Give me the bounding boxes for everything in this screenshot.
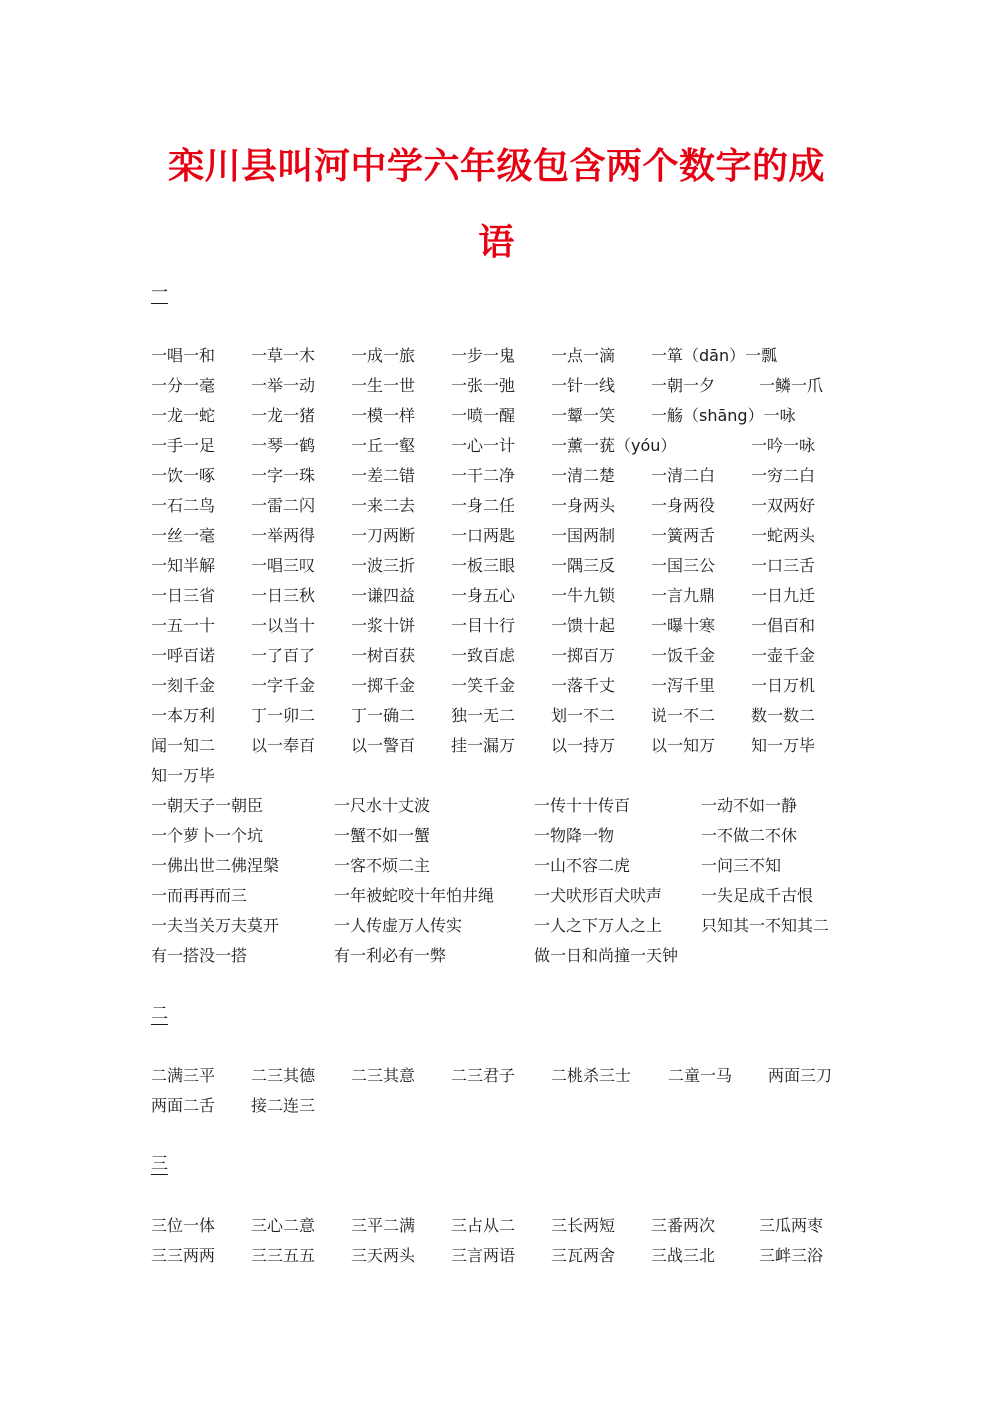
idiom-item: 一浆十饼 [351, 616, 416, 635]
idiom-item: 一年被蛇咬十年怕井绳 [334, 886, 495, 905]
idiom-item: 一树百获 [351, 646, 416, 665]
idiom-item: 一个萝卜一个坑 [151, 826, 264, 845]
idiom-item: 一身五心 [451, 586, 516, 605]
idiom-item: 一蟹不如一蟹 [334, 826, 431, 845]
idiom-item: 一隅三反 [551, 556, 616, 575]
idiom-item: 一举两得 [251, 526, 316, 545]
idiom-item: 一点一滴 [551, 346, 616, 365]
idiom-item: 一传十十传百 [534, 796, 631, 815]
idiom-item: 接二连三 [251, 1096, 316, 1115]
idiom-item: 说一不二 [651, 706, 716, 725]
idiom-row [0, 461, 993, 491]
idiom-item: 闻一知二 [151, 736, 216, 755]
idiom-item: 一掷千金 [351, 676, 416, 695]
idiom-item: 只知其一不知其二 [701, 916, 830, 935]
idiom-item: 两面三刀 [768, 1066, 833, 1085]
idiom-item: 一目十行 [451, 616, 516, 635]
idiom-item: 一国两制 [551, 526, 616, 545]
idiom-row [0, 701, 993, 731]
idiom-item: 一龙一猪 [251, 406, 316, 425]
idiom-item: 一吟一咏 [751, 436, 816, 455]
idiom-item: 一掷百万 [551, 646, 616, 665]
idiom-row [0, 491, 993, 521]
idiom-item: 一差二错 [351, 466, 416, 485]
idiom-item: 一分一毫 [151, 376, 216, 395]
idiom-item: 以一奉百 [251, 736, 316, 755]
idiom-item: 一石二鸟 [151, 496, 216, 515]
idiom-row [0, 1211, 993, 1241]
idiom-item: 一干二净 [451, 466, 516, 485]
idiom-row [0, 791, 993, 821]
idiom-item: 一唱三叹 [251, 556, 316, 575]
idiom-item: 一朝天子一朝臣 [151, 796, 264, 815]
idiom-item: 有一利必有一弊 [334, 946, 447, 965]
idiom-item: 一饮一啄 [151, 466, 216, 485]
idiom-row [0, 611, 993, 641]
idiom-item: 一落千丈 [551, 676, 616, 695]
idiom-item: 一物降一物 [534, 826, 615, 845]
idiom-item: 二三其意 [351, 1066, 416, 1085]
idiom-item: 二三君子 [451, 1066, 516, 1085]
idiom-item: 一刻千金 [151, 676, 216, 695]
idiom-item: 有一搭没一搭 [151, 946, 248, 965]
idiom-item: 一尺水十丈波 [334, 796, 431, 815]
idiom-row [0, 941, 993, 971]
idiom-row [0, 371, 993, 401]
idiom-item: 一薰一莸（yóu） [551, 436, 677, 455]
idiom-item: 划一不二 [551, 706, 616, 725]
idiom-item: 一来二去 [351, 496, 416, 515]
idiom-row [0, 1061, 993, 1091]
idiom-item: 一人传虚万人传实 [334, 916, 463, 935]
idiom-item: 一唱一和 [151, 346, 216, 365]
idiom-item: 一饭千金 [651, 646, 716, 665]
idiom-item: 独一无二 [451, 706, 516, 725]
idiom-item: 一喷一醒 [451, 406, 516, 425]
idiom-row [0, 731, 993, 761]
idiom-row [0, 581, 993, 611]
idiom-item: 一人之下万人之上 [534, 916, 663, 935]
section-heading: 三 [151, 1154, 168, 1174]
idiom-item: 一而再再而三 [151, 886, 248, 905]
idiom-item: 一失足成千古恨 [701, 886, 814, 905]
section-heading: 一 [151, 283, 168, 303]
idiom-item: 一倡百和 [751, 616, 816, 635]
idiom-item: 一板三眼 [451, 556, 516, 575]
idiom-item: 三平二满 [351, 1216, 416, 1235]
idiom-item: 一清二楚 [551, 466, 616, 485]
idiom-row [0, 551, 993, 581]
idiom-item: 一刀两断 [351, 526, 416, 545]
idiom-row [0, 1091, 993, 1121]
idiom-item: 以一知万 [651, 736, 716, 755]
idiom-row [0, 431, 993, 461]
idiom-item: 一犬吠形百犬吠声 [534, 886, 663, 905]
idiom-row [0, 761, 993, 791]
idiom-item: 一手一足 [151, 436, 216, 455]
idiom-row [0, 1241, 993, 1271]
idiom-item: 一针一线 [551, 376, 616, 395]
idiom-row [0, 341, 993, 371]
idiom-item: 一身两头 [551, 496, 616, 515]
idiom-item: 一琴一鹤 [251, 436, 316, 455]
idiom-item: 一举一动 [251, 376, 316, 395]
idiom-item: 一山不容二虎 [534, 856, 631, 875]
idiom-item: 一草一木 [251, 346, 316, 365]
idiom-row [0, 851, 993, 881]
idiom-item: 三位一体 [151, 1216, 216, 1235]
idiom-item: 以一持万 [551, 736, 616, 755]
idiom-item: 一成一旅 [351, 346, 416, 365]
idiom-item: 一口两匙 [451, 526, 516, 545]
idiom-item: 知一万毕 [151, 766, 216, 785]
page-title-line1: 栾川县叫河中学六年级包含两个数字的成 [167, 146, 825, 187]
idiom-item: 一模一样 [351, 406, 416, 425]
idiom-item: 挂一漏万 [451, 736, 516, 755]
idiom-item: 三长两短 [551, 1216, 616, 1235]
idiom-item: 一箪（dān）一瓢 [651, 346, 778, 365]
idiom-item: 一颦一笑 [551, 406, 616, 425]
idiom-item: 二满三平 [151, 1066, 216, 1085]
idiom-item: 一穷二白 [751, 466, 816, 485]
idiom-item: 一日三省 [151, 586, 216, 605]
idiom-item: 三瓦两舍 [551, 1246, 616, 1265]
idiom-item: 一夫当关万夫莫开 [151, 916, 280, 935]
idiom-item: 一泻千里 [651, 676, 716, 695]
idiom-item: 以一警百 [351, 736, 416, 755]
idiom-item: 一日三秋 [251, 586, 316, 605]
idiom-item: 一动不如一静 [701, 796, 798, 815]
idiom-item: 一口三舌 [751, 556, 816, 575]
idiom-item: 一觞（shāng）一咏 [651, 406, 796, 425]
idiom-item: 一丘一壑 [351, 436, 416, 455]
idiom-item: 一心一计 [451, 436, 516, 455]
idiom-item: 一谦四益 [351, 586, 416, 605]
idiom-item: 一蛇两头 [751, 526, 816, 545]
idiom-item: 一日万机 [751, 676, 816, 695]
idiom-row [0, 881, 993, 911]
idiom-item: 一呼百诺 [151, 646, 216, 665]
idiom-item: 一生一世 [351, 376, 416, 395]
idiom-item: 一客不烦二主 [334, 856, 431, 875]
idiom-item: 三瓜两枣 [759, 1216, 824, 1235]
idiom-item: 二桃杀三士 [551, 1066, 632, 1085]
idiom-item: 一字千金 [251, 676, 316, 695]
idiom-item: 一知半解 [151, 556, 216, 575]
idiom-item: 一丝一毫 [151, 526, 216, 545]
idiom-item: 一曝十寒 [651, 616, 716, 635]
idiom-item: 一鳞一爪 [759, 376, 824, 395]
idiom-item: 三番两次 [651, 1216, 716, 1235]
idiom-item: 一以当十 [251, 616, 316, 635]
idiom-item: 一了百了 [251, 646, 316, 665]
idiom-item: 一身二任 [451, 496, 516, 515]
idiom-item: 一壶千金 [751, 646, 816, 665]
idiom-item: 一问三不知 [701, 856, 782, 875]
idiom-item: 一致百虑 [451, 646, 516, 665]
idiom-item: 一雷二闪 [251, 496, 316, 515]
idiom-item: 一身两役 [651, 496, 716, 515]
idiom-row [0, 401, 993, 431]
idiom-item: 一不做二不休 [701, 826, 798, 845]
idiom-item: 一张一弛 [451, 376, 516, 395]
idiom-item: 做一日和尚撞一天钟 [534, 946, 679, 965]
idiom-item: 三三两两 [151, 1246, 216, 1265]
idiom-item: 丁一卯二 [251, 706, 316, 725]
idiom-item: 一本万利 [151, 706, 216, 725]
idiom-item: 一字一珠 [251, 466, 316, 485]
idiom-item: 三天两头 [351, 1246, 416, 1265]
idiom-item: 一步一鬼 [451, 346, 516, 365]
idiom-item: 三言两语 [451, 1246, 516, 1265]
idiom-item: 一清二白 [651, 466, 716, 485]
idiom-item: 两面二舌 [151, 1096, 216, 1115]
idiom-item: 二童一马 [668, 1066, 733, 1085]
idiom-item: 一牛九锁 [551, 586, 616, 605]
idiom-item: 一朝一夕 [651, 376, 716, 395]
idiom-item: 三战三北 [651, 1246, 716, 1265]
idiom-item: 一龙一蛇 [151, 406, 216, 425]
idiom-item: 一笑千金 [451, 676, 516, 695]
idiom-row [0, 911, 993, 941]
idiom-item: 一言九鼎 [651, 586, 716, 605]
idiom-item: 一佛出世二佛涅槃 [151, 856, 280, 875]
idiom-item: 三三五五 [251, 1246, 316, 1265]
idiom-item: 一日九迁 [751, 586, 816, 605]
idiom-item: 三衅三浴 [759, 1246, 824, 1265]
idiom-item: 三心二意 [251, 1216, 316, 1235]
idiom-item: 知一万毕 [751, 736, 816, 755]
idiom-row [0, 641, 993, 671]
page-title-line2: 语 [478, 222, 515, 263]
idiom-item: 一簧两舌 [651, 526, 716, 545]
section-heading: 二 [151, 1004, 168, 1024]
idiom-item: 丁一确二 [351, 706, 416, 725]
idiom-item: 一双两好 [751, 496, 816, 515]
idiom-item: 数一数二 [751, 706, 816, 725]
idiom-item: 三占从二 [451, 1216, 516, 1235]
idiom-item: 一波三折 [351, 556, 416, 575]
idiom-item: 一五一十 [151, 616, 216, 635]
idiom-row [0, 821, 993, 851]
idiom-item: 一馈十起 [551, 616, 616, 635]
idiom-item: 二三其德 [251, 1066, 316, 1085]
idiom-item: 一国三公 [651, 556, 716, 575]
idiom-row [0, 521, 993, 551]
idiom-row [0, 671, 993, 701]
